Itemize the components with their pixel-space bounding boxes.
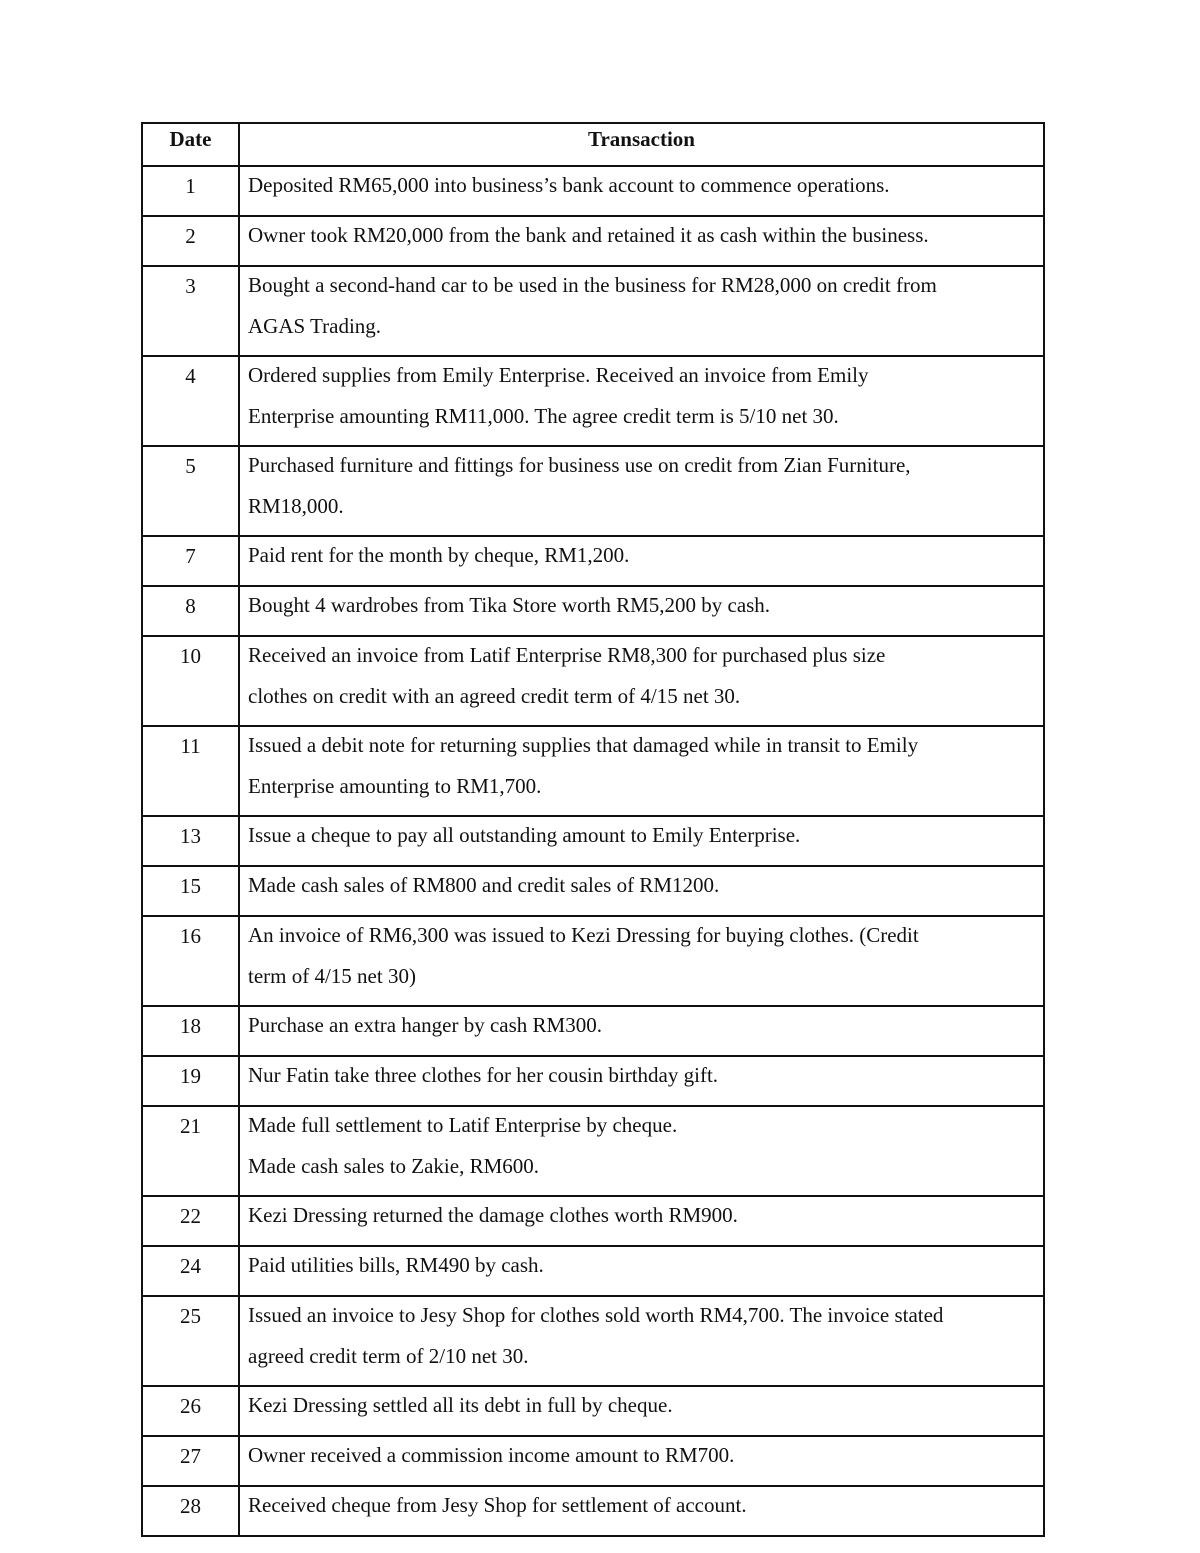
row-transaction-cell [239,266,1044,356]
table-row [142,266,1044,356]
row-transaction-cell [239,1436,1044,1486]
transaction-text-line: Deposited RM65,000 into business’s bank account to commence operations. [248,173,890,197]
row-transaction-cell [239,636,1044,726]
row-transaction-cell [239,1056,1044,1106]
table-row [142,216,1044,266]
table-row [142,816,1044,866]
table-row [142,446,1044,536]
transaction-text-line: Enterprise amounting RM11,000. The agree credit term is 5/10 net 30. [248,404,839,428]
row-date-cell: 10 [142,636,239,726]
table-row [142,1006,1044,1056]
transaction-text-line: Issued a debit note for returning supplies that damaged while in transit to Emily [248,733,919,757]
row-date-cell: 21 [142,1106,239,1196]
transaction-text-line: Owner took RM20,000 from the bank and retained it as cash within the business. [248,223,929,247]
row-transaction-cell [239,536,1044,586]
table-row [142,1296,1044,1386]
transaction-text-line: Nur Fatin take three clothes for her cousin birthday gift. [248,1063,719,1087]
table-row [142,866,1044,916]
row-date-cell: 1 [142,166,239,216]
table-row [142,1486,1044,1536]
row-transaction-cell [239,1486,1044,1536]
row-date-cell: 2 [142,216,239,266]
table-row [142,166,1044,216]
row-date-cell: 15 [142,866,239,916]
transaction-text-line: Kezi Dressing settled all its debt in full by cheque. [248,1393,673,1417]
transaction-text-line: Issued an invoice to Jesy Shop for clothes sold worth RM4,700. The invoice stated [248,1303,944,1327]
row-transaction-cell [239,1296,1044,1386]
row-transaction-cell [239,1106,1044,1196]
transaction-text-line: Made cash sales of RM800 and credit sales of RM1200. [248,873,720,897]
date-column-header: Date [142,123,239,166]
row-date-cell: 7 [142,536,239,586]
transaction-text-line: Ordered supplies from Emily Enterprise. Received an invoice from Emily [248,363,869,387]
transaction-text-line: Purchased furniture and fittings for business use on credit from Zian Furniture, [248,453,911,477]
table-row [142,536,1044,586]
row-transaction-cell [239,356,1044,446]
row-date-cell: 18 [142,1006,239,1056]
row-transaction-cell [239,866,1044,916]
table-row [142,916,1044,1006]
transaction-text-line: Paid rent for the month by cheque, RM1,200. [248,543,630,567]
transaction-text-line: Owner received a commission income amount to RM700. [248,1443,735,1467]
transaction-text-line: clothes on credit with an agreed credit term of 4/15 net 30. [248,684,741,708]
transaction-text-line: Enterprise amounting to RM1,700. [248,774,542,798]
row-transaction-cell [239,726,1044,816]
transaction-text-line: An invoice of RM6,300 was issued to Kezi Dressing for buying clothes. (Credit [248,923,919,947]
row-date-cell: 16 [142,916,239,1006]
table-row [142,1196,1044,1246]
row-transaction-cell [239,1196,1044,1246]
row-transaction-cell [239,916,1044,1006]
row-date-cell: 27 [142,1436,239,1486]
row-date-cell: 11 [142,726,239,816]
row-transaction-cell [239,586,1044,636]
transaction-table-body [142,166,1044,1536]
table-row [142,726,1044,816]
transaction-text-line: Issue a cheque to pay all outstanding amount to Emily Enterprise. [248,823,801,847]
transaction-text-line: term of 4/15 net 30) [248,964,416,988]
transaction-text-line: agreed credit term of 2/10 net 30. [248,1344,529,1368]
row-transaction-cell [239,1246,1044,1296]
row-date-cell: 26 [142,1386,239,1436]
row-transaction-cell [239,216,1044,266]
row-transaction-cell [239,1006,1044,1056]
transaction-text-line: Received cheque from Jesy Shop for settlement of account. [248,1493,747,1517]
table-row [142,636,1044,726]
transaction-column-header: Transaction [239,123,1044,166]
table-row [142,586,1044,636]
row-date-cell: 19 [142,1056,239,1106]
table-row [142,1056,1044,1106]
row-transaction-cell [239,1386,1044,1436]
table-row [142,1386,1044,1436]
transaction-text-line: Kezi Dressing returned the damage clothes worth RM900. [248,1203,738,1227]
table-row [142,1436,1044,1486]
transaction-text-line: Purchase an extra hanger by cash RM300. [248,1013,602,1037]
table-header-row [142,123,1044,166]
transaction-text-line: Bought a second-hand car to be used in the business for RM28,000 on credit from [248,273,937,297]
row-date-cell: 22 [142,1196,239,1246]
table-row [142,1246,1044,1296]
row-date-cell: 3 [142,266,239,356]
row-date-cell: 24 [142,1246,239,1296]
transaction-text-line: Paid utilities bills, RM490 by cash. [248,1253,544,1277]
row-transaction-cell [239,816,1044,866]
row-date-cell: 13 [142,816,239,866]
row-transaction-cell [239,446,1044,536]
row-date-cell: 8 [142,586,239,636]
row-date-cell: 5 [142,446,239,536]
transaction-text-line: Bought 4 wardrobes from Tika Store worth RM5,200 by cash. [248,593,771,617]
table-row [142,356,1044,446]
transaction-text-line: Made cash sales to Zakie, RM600. [248,1154,540,1178]
row-date-cell: 28 [142,1486,239,1536]
row-date-cell: 25 [142,1296,239,1386]
transaction-text-line: Received an invoice from Latif Enterprise RM8,300 for purchased plus size [248,643,886,667]
row-transaction-cell [239,166,1044,216]
table-row [142,1106,1044,1196]
transaction-text-line: RM18,000. [248,494,344,518]
transaction-text-line: AGAS Trading. [248,314,382,338]
transaction-table [141,122,1045,1537]
row-date-cell: 4 [142,356,239,446]
transaction-text-line: Made full settlement to Latif Enterprise by cheque. [248,1113,678,1137]
